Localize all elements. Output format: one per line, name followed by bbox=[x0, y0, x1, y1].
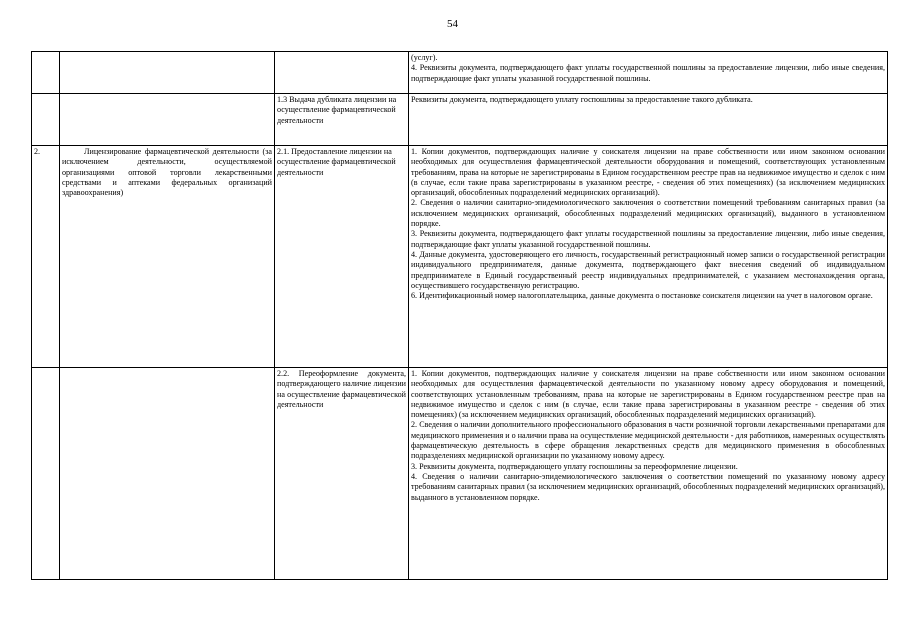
table-row bbox=[32, 52, 888, 94]
document-item: 4. Реквизиты документа, подтверждающего факт уплаты государственной пошлины за предоставление лицензии, либо иные сведения, подтверждающие факт уплаты указанной государственной пошлины. bbox=[411, 63, 885, 83]
document-item: 4. Данные документа, удостоверяющего его личность, государственный регистрационный номер записи о государственной регистрации индивидуального предпринимателя, данные документа, подтверждающего факт внесения сведений об индивидуальном предпринимателе в Единый государственный реестр индивидуальных предпринимателей, с указанием местонахождения органа, осуществившего государственную регистрацию. bbox=[411, 249, 885, 290]
document-item: 6. Идентификационный номер налогоплательщика, данные документа о постановке соискателя лицензии на учет в налоговом органе. bbox=[411, 291, 873, 301]
page-number: 54 bbox=[447, 18, 458, 30]
document-item: Реквизиты документа, подтверждающего уплату госпошлины за предоставление такого дубликата. bbox=[411, 95, 753, 104]
cell-documents bbox=[409, 52, 888, 94]
cell-procedure: 2.1. Предоставление лицензии на осуществление фармацевтической деятельности bbox=[275, 146, 409, 368]
document-item: 3. Реквизиты документа, подтверждающего факт уплаты государственной пошлины за предоставление лицензии, либо иные сведения, подтверждающие факт уплаты указанной государственной пошлины. bbox=[411, 229, 885, 249]
cell-procedure: 1.3 Выдача дубликата лицензии на осуществление фармацевтической деятельности bbox=[275, 94, 409, 146]
cell-documents bbox=[409, 94, 888, 146]
document-item: 1. Копии документов, подтверждающих наличие у соискателя лицензии на праве собственности или ином законном основании необходимых для осуществления фармацевтической деятельности оборудования и помещений, соответствующих установленным требованиям, права на которые не зарегистрированы в Едином государственном реестре прав на недвижимое имущество и сделок с ним (в случае, если такие права зарегистрированы в указанном реестре, - сведения об этих помещениях) (за исключением медицинских организаций, обособленных подразделений медицинских организаций). bbox=[411, 147, 885, 198]
cell-activity bbox=[60, 52, 275, 94]
cell-procedure bbox=[275, 52, 409, 94]
document-item: (услуг). bbox=[411, 53, 438, 62]
document-item: 2. Сведения о наличии санитарно-эпидемиологического заключения о соответствии помещений требованиям санитарных правил (за исключением медицинских организаций, обособленных подразделений медицинских организаций), выданного в установленном порядке. bbox=[411, 198, 885, 229]
cell-documents bbox=[409, 146, 888, 368]
cell-documents bbox=[409, 368, 888, 580]
document-item: 2. Сведения о наличии дополнительного профессионального образования в части розничной торговли лекарственными препаратами для медицинского применения и о наличии права на осуществление медицинской деятельности - для работников, намеренных осуществлять фармацевтическую деятельность в сфере обращения лекарственных средств для медицинского применения в обособленных подразделениях медицинской организации по указанному новому адресу. bbox=[411, 420, 885, 461]
document-item: 1. Копии документов, подтверждающих наличие у соискателя лицензии на праве собственности или ином законном основании необходимых для осуществления фармацевтической деятельности по указанному новому адресу оборудования и помещений, соответствующих установленным требованиям, права на которые не зарегистрированы в Едином государственном реестре прав на недвижимое имущество и сделок с ним (в случае, если такие права зарегистрированы в указанном реестре - сведения об этих помещениях) (за исключением медицинских организаций, обособленных подразделений медицинских организаций). bbox=[411, 369, 885, 420]
table-row bbox=[32, 368, 888, 580]
table-row bbox=[32, 94, 888, 146]
cell-activity bbox=[60, 94, 275, 146]
document-item: 4. Сведения о наличии санитарно-эпидемиологического заключения о соответствии помещений по указанному новому адресу требованиям санитарных правил (за исключением медицинских организаций, обособленных подразделений медицинских организаций), выданного в установленном порядке. bbox=[411, 471, 885, 502]
cell-activity: Лицензирование фармацевтической деятельности (за исключением деятельности, осуществляемой организациями оптовой торговли лекарственными средствами и аптеками федеральных организаций здравоохранения) bbox=[60, 146, 275, 368]
licensing-documents-table bbox=[31, 51, 888, 580]
cell-procedure: 2.2. Переоформление документа, подтверждающего наличие лицензии на осуществление фармацевтической деятельности bbox=[275, 368, 409, 580]
cell-number bbox=[32, 368, 60, 580]
cell-number bbox=[32, 94, 60, 146]
cell-activity bbox=[60, 368, 275, 580]
cell-number: 2. bbox=[32, 146, 60, 368]
document-item: 3. Реквизиты документа, подтверждающего уплату госпошлины за переоформление лицензии. bbox=[411, 461, 738, 471]
cell-number bbox=[32, 52, 60, 94]
table-row bbox=[32, 146, 888, 368]
